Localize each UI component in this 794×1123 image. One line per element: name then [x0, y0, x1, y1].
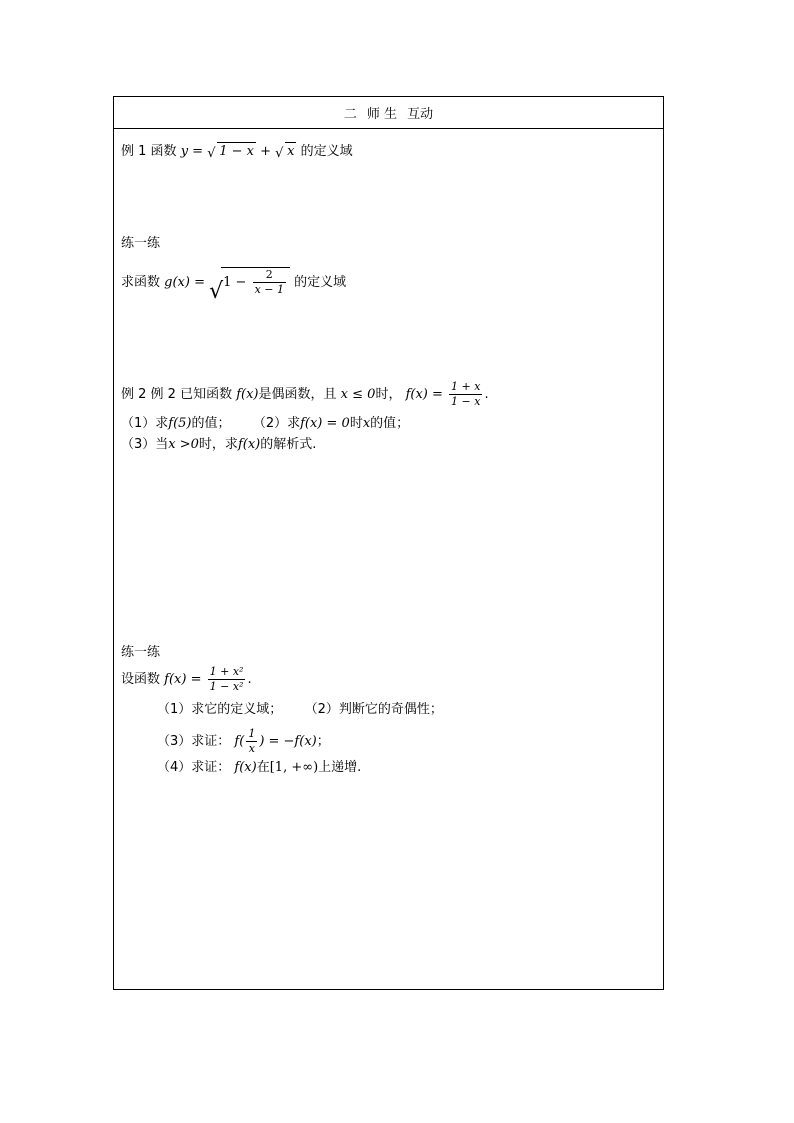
item-4-prefix: （4）求证：: [157, 760, 231, 775]
item-3-prefix: （3）求证：: [157, 734, 231, 749]
practice-1-label: 求函数: [121, 275, 161, 290]
q3-prefix: （3）当: [121, 437, 169, 452]
fraction-1-over-x: [246, 727, 257, 756]
example-2: [121, 380, 489, 409]
fraction-2-over-x-1: [253, 268, 286, 297]
example-2-when: 时，: [375, 387, 402, 402]
numerator: 2: [253, 268, 286, 283]
item-4-fx: f(x): [234, 760, 257, 775]
practice-1-g: g(x) =: [164, 275, 210, 290]
practice-2: [121, 665, 252, 694]
item-4-interval: [1, +∞): [269, 760, 319, 775]
example-2-q3: [121, 436, 316, 454]
q1-prefix: （1）求: [121, 416, 169, 431]
item-2: （2）判断它的奇偶性；: [304, 702, 443, 717]
radical-sign: √: [275, 146, 284, 161]
example-2-fx: f(x): [236, 387, 259, 402]
example-2-even: 是偶函数，且: [258, 387, 337, 402]
item-3-rhs: ) = −f(x): [259, 734, 317, 749]
fraction-1px-1mx: [449, 380, 482, 409]
example-2-condition: x ≤ 0: [340, 387, 376, 402]
q3-fx: f(x): [237, 437, 261, 452]
item-4-suffix: 上递增.: [318, 760, 362, 775]
practice-2-items-1-2: [121, 701, 443, 719]
q2-fx0: f(x) = 0: [300, 416, 350, 431]
q3-when: 时，求: [198, 437, 238, 452]
radical-sign: √: [209, 279, 224, 304]
sqrt-1: [207, 142, 256, 161]
numerator: 1 + x²: [209, 665, 244, 678]
denominator: x: [248, 742, 255, 755]
radicand-1: 1 − x: [219, 144, 254, 159]
practice-2-label: 设函数: [121, 672, 161, 687]
example-2-fx2: f(x) =: [405, 387, 448, 402]
item-1: （1）求它的定义域；: [157, 702, 283, 717]
section-header: [114, 97, 663, 129]
denominator: x − 1: [254, 283, 284, 296]
q1-f5: f(5): [168, 416, 192, 431]
plus-sign: +: [260, 144, 276, 159]
q2-x: x: [362, 416, 371, 431]
header-numeral: 二: [343, 107, 357, 122]
numerator: 1: [248, 727, 256, 740]
q3-suffix: 的解析式.: [260, 437, 317, 452]
example-1-tail: 的定义域: [300, 144, 353, 159]
q3-condition: x >0: [168, 437, 199, 452]
radical-sign: √: [207, 146, 216, 161]
one-minus: 1 −: [223, 275, 251, 290]
numerator: 1 + x: [451, 380, 481, 393]
example-1-y: y =: [180, 144, 208, 159]
q2-when: 时: [349, 416, 363, 431]
period: .: [247, 672, 252, 687]
radicand-2: x: [287, 144, 295, 159]
example-2-q1-q2: [121, 415, 409, 433]
example-2-label: 例 2 例 2 已知函数: [121, 387, 233, 402]
sqrt-2: [275, 142, 296, 161]
q2-prefix: （2）求: [252, 416, 301, 431]
header-interaction: 互动: [407, 107, 434, 122]
period: .: [484, 387, 489, 402]
practice-2-item-3: [121, 727, 330, 756]
radicand-3: [221, 267, 290, 297]
practice-2-item-4: [121, 759, 361, 777]
q2-suffix: 的值；: [370, 416, 410, 431]
item-3-end: ；: [316, 734, 330, 749]
item-3-f-open: f(: [234, 734, 245, 749]
fraction-1px2-1mx2: [208, 665, 246, 694]
document-table: [113, 96, 664, 990]
denominator: 1 − x²: [209, 680, 244, 693]
practice-2-title: 练一练: [121, 645, 161, 660]
sqrt-3: [209, 267, 290, 304]
practice-2-fx: f(x) =: [164, 672, 206, 687]
example-1: [121, 142, 353, 161]
header-teacher-student: 师 生: [366, 107, 398, 122]
item-4-on: 在: [256, 760, 270, 775]
practice-1-title: 练一练: [121, 236, 161, 251]
example-1-label: 例 1 函数: [121, 144, 177, 159]
practice-1: [121, 267, 347, 304]
practice-1-tail: 的定义域: [294, 275, 347, 290]
denominator: 1 − x: [451, 395, 481, 408]
q1-suffix: 的值；: [191, 416, 231, 431]
